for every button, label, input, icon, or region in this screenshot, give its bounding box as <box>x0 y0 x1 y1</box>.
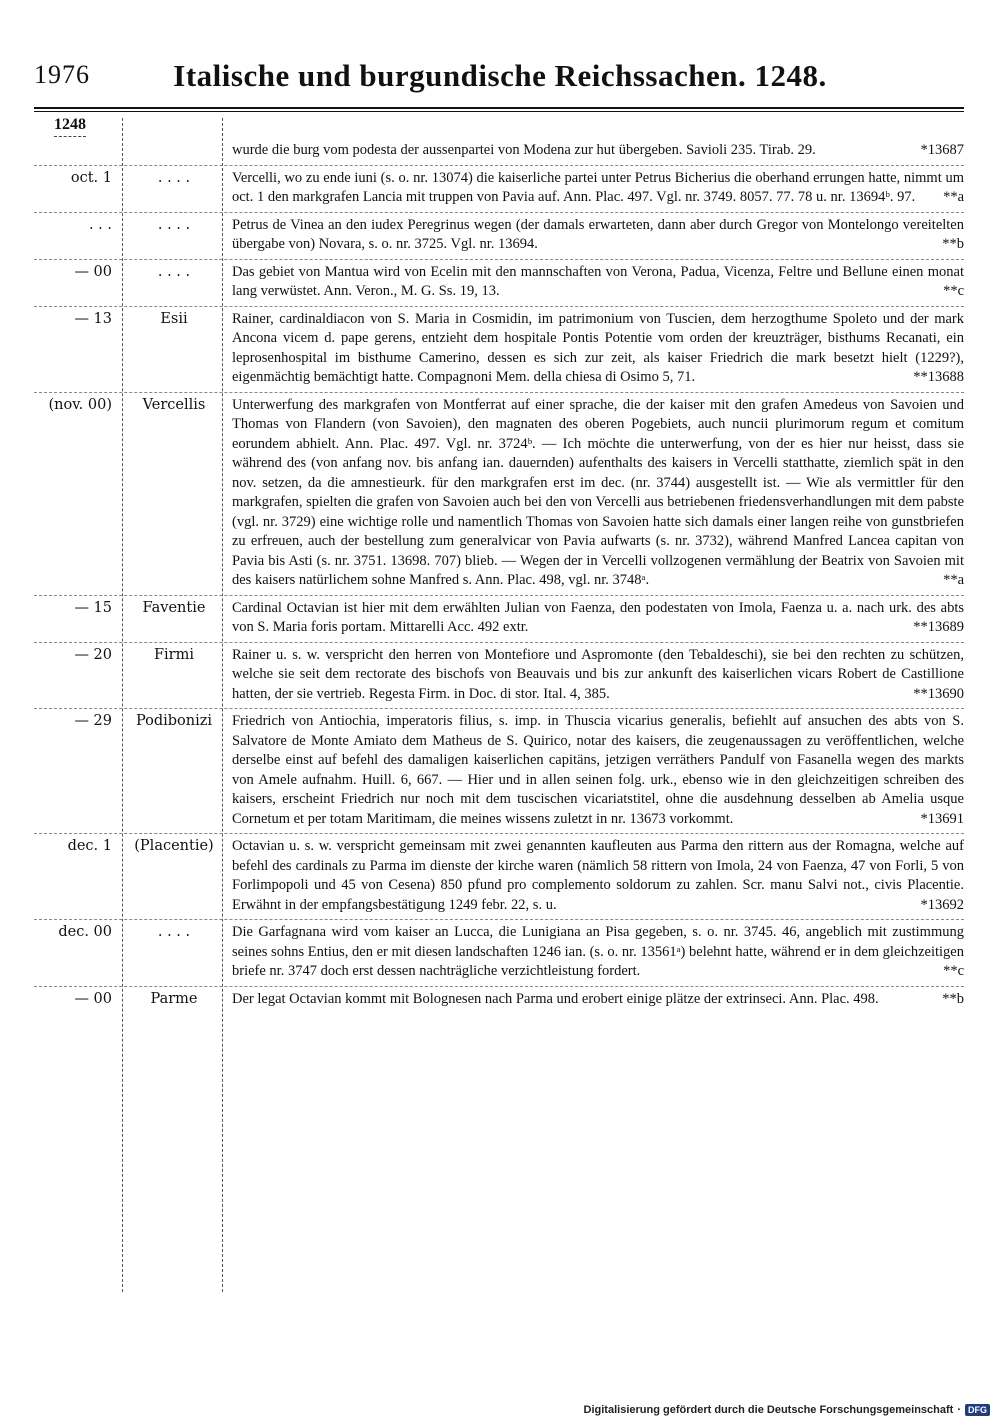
regest-entry <box>34 834 964 920</box>
header-rule-thin <box>34 111 964 112</box>
entry-place: . . . . <box>157 924 191 940</box>
regest-entry <box>34 166 964 213</box>
entry-text: wurde die burg vom podesta der aussenpartei von Modena zur hut übergeben. Savioli 235. Tirab. 29. <box>232 142 816 158</box>
regest-entry <box>34 138 964 166</box>
entry-reference: **13689 <box>913 619 964 635</box>
entry-place: (Placentie) <box>134 838 214 854</box>
entry-date: — 20 <box>74 646 112 663</box>
page-number: 1976 <box>34 60 90 89</box>
regest-entry <box>34 307 964 393</box>
regest-entry <box>34 709 964 834</box>
funding-footer: Digitalisierung gefördert durch die Deutsche Forschungsgemeinschaft · DFG <box>584 1404 990 1416</box>
entry-text: Friedrich von Antiochia, imperatoris filius, s. imp. in Thuscia vicarius generalis, befiehlt auf ansuchen des abts von S. Salvatore de Monte Amiato dem Matheus de S. Quirico, notar des kaisers, die zeugenaussagen zu veröffentlichen, welche derselbe einst auf befehl des damaligen kaiserlichen capitäns, jetzigen verräthers Pandulf von Fasanella wegen des markts von Amele aufnahm. Huill. 6, 667. — Hier und in allen seinen folg. urk., ebenso wie in den gleichzeitigen schreiben des kaisers, erscheint Friedrich nur noch mit dem tuscischen vicariatstitel, ohne die ausdehnung desselben ab Amelia usque Cornetum et per totam Maritimam, die meines wissens zuletzt in nr. 13673 vorkommt. <box>232 713 964 827</box>
entry-place: Vercellis <box>142 396 206 413</box>
entry-text: Cardinal Octavian ist hier mit dem erwählten Julian von Faenza, den podestaten von Imola, Faenza u. a. nach urk. des abts von S. Maria foris portam. Mittarelli Acc. 492 extr. <box>232 599 964 635</box>
header-rule <box>34 107 964 109</box>
entry-reference: **a <box>943 572 964 588</box>
entry-reference: **a <box>943 189 964 205</box>
entry-text: Octavian u. s. w. verspricht gemeinsam mit zwei genannten kaufleuten aus Parma den rittern aus der Romagna, welche auf befehl des cardinals zu Parma im dienste der kirche waren (nämlich 58 rittern von Imola, 24 von Faenza, 47 von Forli, 5 von Forlimpopoli und 45 von Cesena) 850 pfund pro complemento soldorum zu zahlen. Scr. manu Salvi not., civis Placentie. Erwähnt in der empfangsbestätigung 1249 febr. 22, s. u. <box>232 838 964 913</box>
regest-entry <box>34 920 964 987</box>
entry-text: Rainer u. s. w. verspricht den herren von Montefiore und Aspromonte (den Tebaldeschi), sie bei den rechten zu schützen, welche sie seit dem rectorate des bischofs von Beauvais und bis zur ankunft des kaiserlichen vicars Robert de Castillione hatten, der sie vertrieb. Regesta Firm. in Doc. di stor. Ital. 4, 385. <box>232 646 964 702</box>
entry-date: — 00 <box>74 990 112 1007</box>
entry-date: — 00 <box>74 263 112 280</box>
entry-place: Parme <box>150 990 198 1007</box>
page-header <box>34 60 966 100</box>
entry-reference: **13690 <box>913 685 964 702</box>
entry-date: — 15 <box>74 599 112 616</box>
entry-reference: *13692 <box>920 896 964 913</box>
entry-reference: **b <box>942 236 964 252</box>
entry-text: Unterwerfung des markgrafen von Montferrat auf einer sprache, die der kaiser mit den grafen Amedeus von Savoien und Thomas von Flandern (von Savoien), den magnaten des oberen Pogebiets, auch nuncii plurimorum regum et comitum eorundem abhielt. Ann. Plac. 497. Vgl. nr. 3724ᵇ. — Ich möchte die unterwerfung, von der es hier nur heisst, dass sie während des (von anfang nov. bis anfang ian. dauernden) aufenthalts des kaisers in Vercelli statthatte, ziemlich spät in den nov. setzen, da die amnestieurk. für den markgrafen erst im dec. (nr. 3744) ausgestellt ist. — Wie als vermittler für den markgrafen, spielten die grafen von Savoien auch bei den von Vercelli aus betriebenen friedensverhandlungen mit dem pabste (vgl. nr. 3729) eine wichtige rolle und namentlich Thomas von Savoien hatte sich damals einer langen reihe von gunstbriefen zu erfreuen, auch der bestellung zum generalvicar von Pavia aufwarts (s. nr. 3732), während Manfred Lancea capitan von Pavia bis Asti (s. nr. 3751. 13698. 707) blieb. — Wegen der in Vercelli vollzogenen vermählung der Beatrix von Savoien mit des kaisers natürlichem sohne Manfred s. Ann. Plac. 498, vgl. nr. 3748ᵃ. <box>232 396 964 588</box>
entry-place: Faventie <box>142 599 206 616</box>
entry-place: Podibonizi <box>135 713 213 729</box>
entry-text: Der legat Octavian kommt mit Bolognesen nach Parma und erobert einige plätze der extrinseci. Ann. Plac. 498. <box>232 990 879 1007</box>
entry-place: . . . . <box>157 169 191 186</box>
entry-date: oct. 1 <box>70 169 112 186</box>
footer-text: Digitalisierung gefördert durch die Deutsche Forschungsgemeinschaft <box>583 1404 954 1416</box>
entry-place: Esii <box>160 310 188 327</box>
regest-entry <box>34 643 964 710</box>
regest-entry <box>34 987 964 1014</box>
entry-place: Firmi <box>153 646 195 663</box>
entry-place: . . . . <box>157 263 191 280</box>
regest-entry <box>34 596 964 643</box>
regest-entry <box>34 213 964 260</box>
regesta-table <box>34 114 964 1013</box>
year-label: 1248 <box>54 116 86 137</box>
entry-date: . . . <box>88 216 112 233</box>
entry-reference: *13687 <box>920 142 964 158</box>
entry-date: (nov. 00) <box>48 396 112 413</box>
year-heading <box>34 114 964 138</box>
entry-reference: **c <box>943 283 964 299</box>
entry-text: Rainer, cardinaldiacon von S. Maria in Cosmidin, im patrimonium von Tuscien, dem herzogthume Spoleto und der mark Ancona vicem d. pape gerens, entzieht dem hospitale Pontis Potentie vom orden der kreuzträger, bisthums Recanati, ein leprosenhospital im bisthume Camerino, dessen es sich zur zeit, als kaiser Friedrich die mark besetzt hielt (1229?), eigenmächtig bemächtigt hatte. Compagnoni Mem. della chiesa di Osimo 5, 71. <box>232 310 964 385</box>
entry-place: . . . . <box>157 216 191 233</box>
regest-entry <box>34 260 964 307</box>
entry-text: Das gebiet von Mantua wird von Ecelin mit den mannschaften von Verona, Padua, Vicenza, Feltre und Bellune einen monat lang verwüstet. Ann. Veron., M. G. Ss. 19, 13. <box>232 263 964 299</box>
entry-text: Die Garfagnana wird vom kaiser an Lucca, die Lunigiana an Pisa gegeben, s. o. nr. 3745. 46, angeblich mit zustimmung seines sohns Entius, den er mit diesen landschaften 1246 ian. (s. o. nr. 13561ᵃ) belehnt hatte, während er in dem gleichzeitigen briefe nr. 3747 doch erst dessen nachträgliche verzichtleistung fordert. <box>232 924 964 979</box>
regest-entry <box>34 393 964 596</box>
entry-reference: **13688 <box>913 369 964 385</box>
entry-date: — 13 <box>74 310 112 327</box>
entry-date: dec. 1 <box>67 838 112 854</box>
entry-reference: *13691 <box>920 810 964 827</box>
entry-text: Vercelli, wo zu ende iuni (s. o. nr. 13074) die kaiserliche partei unter Petrus Bicherius die oberhand errungen hatte, nimmt um oct. 1 den markgrafen Lancia mit truppen von Pavia auf. Ann. Plac. 497. Vgl. nr. 3749. 8057. 77. 78 u. nr. 13694ᵇ. 97. <box>232 169 964 205</box>
entry-reference: **c <box>943 963 964 979</box>
entry-text: Petrus de Vinea an den iudex Peregrinus wegen (der damals erwarteten, dann aber durch Gregor von Montelongo vereitelten übergabe von) Novara, s. o. nr. 3725. Vgl. nr. 13694. <box>232 216 964 252</box>
entry-date: dec. 00 <box>58 924 112 940</box>
entry-reference: **b <box>942 990 964 1007</box>
entry-date: — 29 <box>74 713 112 729</box>
page-title: Italische und burgundische Reichssachen. 1248. <box>173 58 827 93</box>
dfg-logo: DFG <box>965 1404 990 1416</box>
